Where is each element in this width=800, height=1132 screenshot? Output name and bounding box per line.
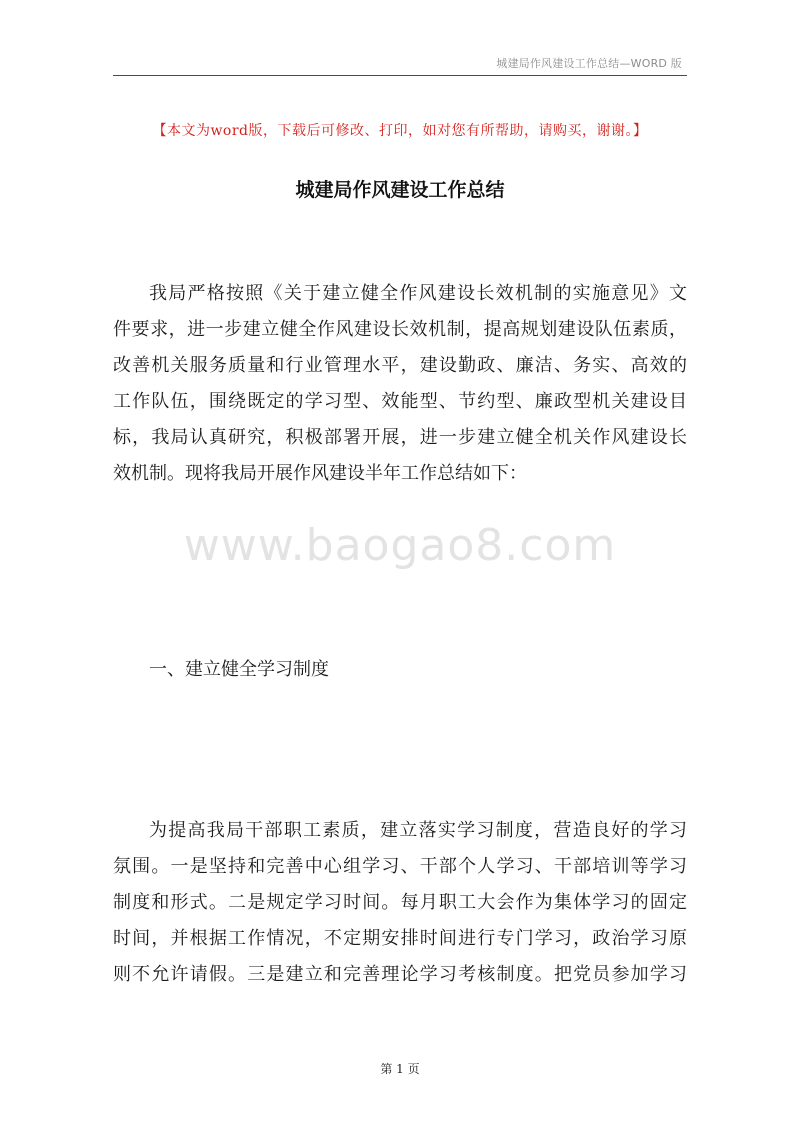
study-system-paragraph	[113, 813, 687, 993]
header-divider	[113, 75, 687, 76]
paragraph-line: 则不允许请假。三是建立和完善理论学习考核制度。把党员参加学习	[113, 964, 687, 985]
paragraph-line: 我局严格按照《关于建立健全作风建设长效机制的实施意见》文	[149, 283, 687, 304]
paragraph-line: 效机制。现将我局开展作风建设半年工作总结如下：	[113, 463, 527, 484]
paragraph-line: 氛围。一是坚持和完善中心组学习、干部个人学习、干部培训等学习	[113, 856, 687, 877]
page-number: 第 1 页	[380, 1062, 420, 1076]
running-title: 城建局作风建设工作总结—WORD 版	[496, 57, 682, 70]
paragraph-line: 件要求，进一步建立健全作风建设长效机制，提高规划建设队伍素质，	[113, 319, 687, 340]
document-title: 城建局作风建设工作总结	[295, 179, 505, 201]
intro-paragraph	[113, 276, 687, 492]
paragraph-line: 为提高我局干部职工素质，建立落实学习制度，营造良好的学习	[149, 820, 687, 841]
paragraph-line: 工作队伍，围绕既定的学习型、效能型、节约型、廉政型机关建设目	[113, 391, 687, 412]
section-heading: 一、建立健全学习制度	[149, 659, 329, 680]
purchase-notice: 【本文为word版，下载后可修改、打印，如对您有所帮助，请购买，谢谢。】	[152, 123, 648, 139]
paragraph-line: 改善机关服务质量和行业管理水平，建设勤政、廉洁、务实、高效的	[113, 355, 687, 376]
paragraph-line: 制度和形式。二是规定学习时间。每月职工大会作为集体学习的固定	[113, 892, 687, 913]
paragraph-line: 标，我局认真研究，积极部署开展，进一步建立健全机关作风建设长	[113, 427, 687, 448]
watermark: www.baogao8.com	[183, 520, 617, 571]
paragraph-line: 时间，并根据工作情况，不定期安排时间进行专门学习，政治学习原	[113, 928, 687, 949]
